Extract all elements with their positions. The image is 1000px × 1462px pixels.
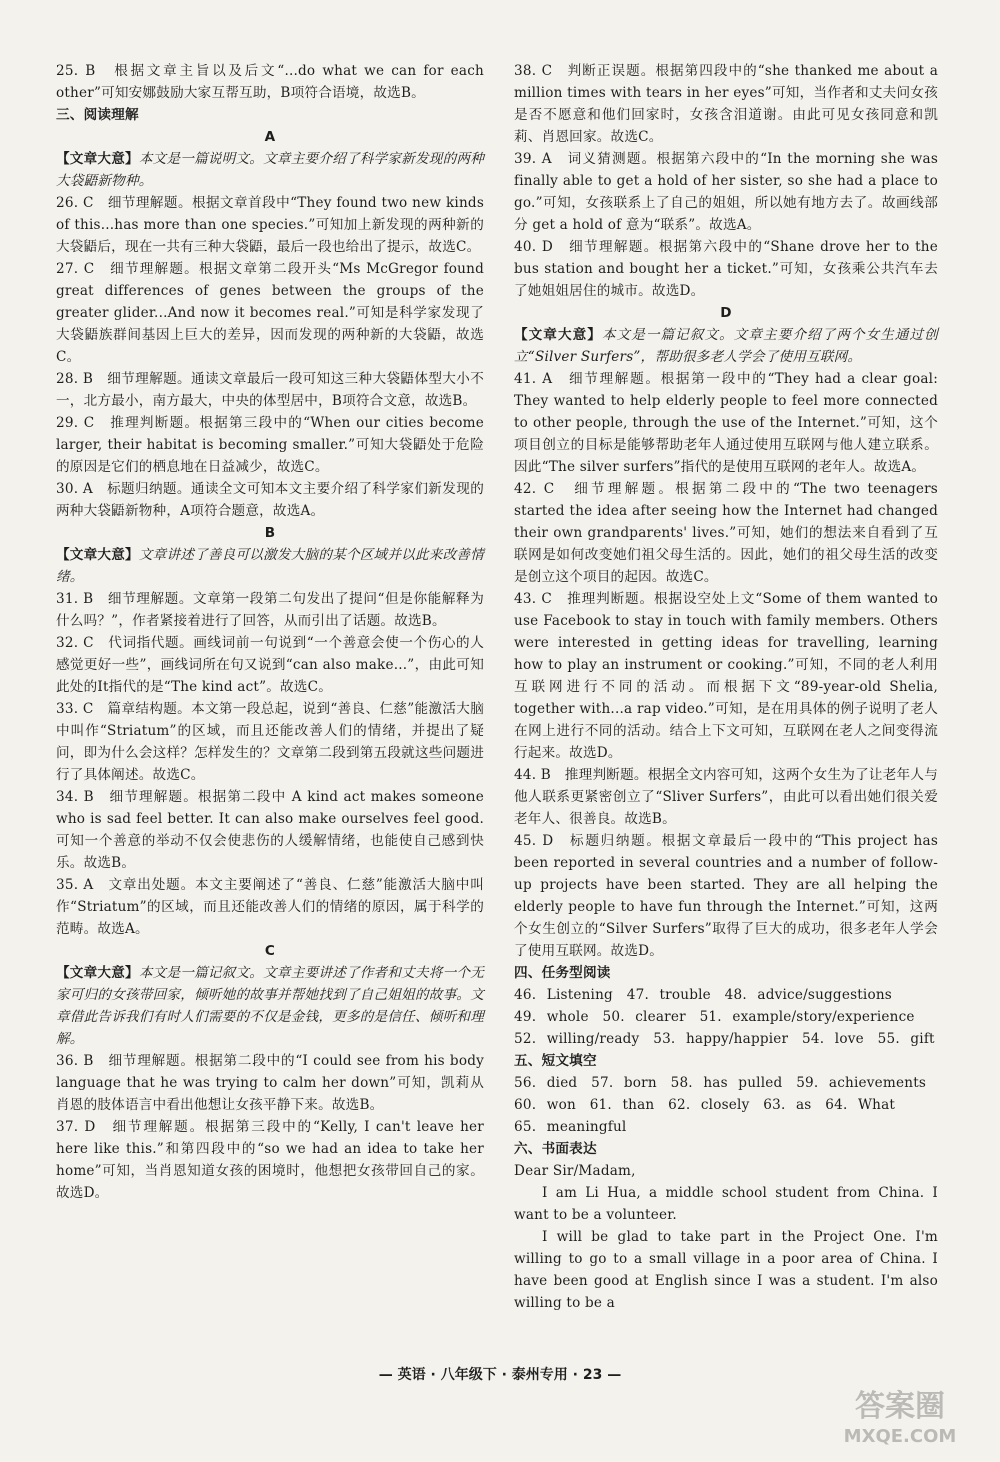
summary-text: 本文是一篇记叙文。文章主要讲述了作者和丈夫将一个无家可归的女孩带回家，倾听她的故事并帮她找到了自己姐姐的故事。文章借此告诉我们有时人们需要的不仅是金钱，更多的是信任、倾听和理解。 xyxy=(56,965,484,1047)
answer-paragraph: 33. C 篇章结构题。本文第一段总起，说到“善良、仁慈”能激活大脑中叫作“Striatum”的区域，而且还能改善人们的情绪，并提出了疑问，即为什么会这样？怎样发生的？文章第二段到第五段就这些问题进行了具体阐述。故选C。 xyxy=(56,701,484,783)
answer-line: 56. died 57. born 58. has pulled 59. achievements xyxy=(514,1075,927,1091)
answer-paragraph: 32. C 代词指代题。画线词前一句说到“一个善意会使一个伤心的人感觉更好一些”，画线词所在句又说到“can also make...”，由此可知此处的It指代的是“The kind act”。故选C。 xyxy=(56,635,484,695)
answer-line: 60. won 61. than 62. closely 63. as 64. What xyxy=(514,1097,896,1113)
answer-paragraph: 28. B 细节理解题。通读文章最后一段可知这三种大袋鼯体型大小不一，北方最小，南方最大，中央的体型居中，B项符合文意，故选B。 xyxy=(56,371,484,409)
answer-paragraph: 25. B 根据文章主旨以及后文“...do what we can for each other”可知安娜鼓励大家互帮互助，B项符合语境，故选B。 xyxy=(56,63,484,101)
summary-label: 【文章大意】 xyxy=(56,547,139,563)
article-summary xyxy=(56,962,484,1050)
answer-line: 46. Listening 47. trouble 48. advice/suggestions xyxy=(514,987,892,1003)
answer-paragraph: 37. D 细节理解题。根据第三段中的“Kelly, I can't leave her here like this.”和第四段中的“so we had an idea to take her home”可知，当肖恩知道女孩的困境时，他想把女孩带回自己的家。故选D。 xyxy=(56,1119,484,1201)
watermark-line1: 答案圈 xyxy=(855,1389,945,1424)
answer-paragraph: 26. C 细节理解题。根据文章首段中“They found two new kinds of this...has more than one species.”可知加上新发现的两种新的大袋鼯后，现在一共有三种大袋鼯，最后一段也给出了提示，故选C。 xyxy=(56,195,484,255)
answer-paragraph: 31. B 细节理解题。文章第一段第二句发出了提问“但是你能解释为什么吗？”，作者紧接着进行了回答，从而引出了话题。故选B。 xyxy=(56,591,484,629)
answer-paragraph: 29. C 推理判断题。根据第三段中的“When our cities become larger, their habitat is becoming smaller.”可知大袋鼯处于危险的原因是它们的栖息地在日益减少，故选C。 xyxy=(56,415,484,475)
summary-text: 本文是一篇记叙文。文章主要介绍了两个女生通过创立“Silver Surfers”，帮助很多老人学会了使用互联网。 xyxy=(514,327,938,365)
essay-paragraph: I am Li Hua, a middle school student from China. I want to be a volunteer. xyxy=(514,1185,938,1223)
answer-paragraph: Dear Sir/Madam, xyxy=(514,1163,636,1179)
page-footer: — 英语 · 八年级下 · 泰州专用 · 23 — xyxy=(378,1367,622,1383)
summary-label: 【文章大意】 xyxy=(514,327,602,343)
answer-line: 65. meaningful xyxy=(514,1119,627,1135)
summary-text: 本文是一篇说明文。文章主要介绍了科学家新发现的两种大袋鼯新物种。 xyxy=(56,151,484,189)
answer-paragraph: 39. A 词义猜测题。根据第六段中的“In the morning she was finally able to get a hold of her sister, so she had a place to go.”可知，女孩联系上了自己的姐姐，所以她有地方去了。故画线部分 get a hold of 意为“联系”。故选A。 xyxy=(514,151,938,233)
passage-heading: C xyxy=(264,943,276,959)
answer-paragraph: 43. C 推理判断题。根据设空处上文“Some of them wanted to use Facebook to stay in touch with family members. Others were interested in getting ideas for travelling, learning how to play an instrument or cooking.”可知，不同的老人利用互联网进行不同的活动。而根据下文“89-year-old Shelia, together with...a rap video.”可知，是在用具体的例子说明了老人在网上进行不同的活动。结合上下文可知，互联网在老人之间变得流行起来。故选D。 xyxy=(514,591,938,761)
article-summary xyxy=(514,324,938,368)
answer-paragraph: 41. A 细节理解题。根据第一段中的“They had a clear goal: They wanted to help elderly people to feel more connected to other people, through the use of the Internet.”可知，这个项目创立的目标是能够帮助老年人通过使用互联网与他人建立联系。因此“The silver surfers”指代的是使用互联网的老年人。故选A。 xyxy=(514,371,938,475)
passage-heading: D xyxy=(720,305,732,321)
answer-line: 52. willing/ready 53. happy/happier 54. love 55. gift xyxy=(514,1031,935,1047)
watermark-logo xyxy=(820,1380,980,1450)
essay-paragraph: I will be glad to take part in the Project One. I'm willing to go to a small village in a poor area of China. I have been good at English since I was a student. I'm also willing to be a xyxy=(514,1229,938,1311)
answer-paragraph: 42. C 细节理解题。根据第二段中的“The two teenagers started the idea after seeing how the Internet had changed their own grandparents' lives.”可知，她们的想法来自看到了互联网是如何改变她们祖父母生活的。因此，她们的祖父母生活的改变是创立这个项目的起因。故选C。 xyxy=(514,481,938,585)
answer-paragraph: 45. D 标题归纳题。根据文章最后一段中的“This project has been reported in several countries and a number of follow-up projects have been started. They are all helping the elderly people to have fun through the Internet.”可知，这两个女生创立的“Silver Surfers”取得了巨大的成功，很多老年人学会了使用互联网。故选D。 xyxy=(514,833,938,959)
article-summary xyxy=(56,148,484,192)
section-heading: 六、书面表达 xyxy=(514,1141,597,1157)
summary-text: 文章讲述了善良可以激发大脑的某个区域并以此来改善情绪。 xyxy=(56,547,484,585)
answer-paragraph: 35. A 文章出处题。本文主要阐述了“善良、仁慈”能激活大脑中叫作“Striatum”的区域，而且还能改善人们的情绪的原因，属于科学的范畴。故选A。 xyxy=(56,877,484,937)
answer-paragraph: 30. A 标题归纳题。通读全文可知本文主要介绍了科学家们新发现的两种大袋鼯新物种，A项符合题意，故选A。 xyxy=(56,481,484,519)
answer-paragraph: 40. D 细节理解题。根据第六段中的“Shane drove her to the bus station and bought her a ticket.”可知，女孩乘公共汽车去了她姐姐居住的城市。故选D。 xyxy=(514,239,938,299)
right-column xyxy=(514,60,938,1314)
answer-paragraph: 27. C 细节理解题。根据文章第二段开头“Ms McGregor found great differences of genes between the groups of the greater glider...And now it becomes real.”可知是科学家发现了大袋鼯族群间基因上巨大的差异，因而发现的两种新的大袋鼯，故选C。 xyxy=(56,261,484,365)
watermark-line2: MXQE.COM xyxy=(843,1426,957,1447)
answer-paragraph: 38. C 判断正误题。根据第四段中的“she thanked me about a million times with tears in her eyes”可知，当作者和丈夫问女孩是否不愿意和他们回家时，女孩含泪道谢。由此可见女孩同意和凯莉、肖恩回家。故选C。 xyxy=(514,63,938,145)
answer-paragraph: 36. B 细节理解题。根据第二段中的“I could see from his body language that he was trying to calm her down”可知，凯莉从肖恩的肢体语言中看出他想让女孩平静下来。故选B。 xyxy=(56,1053,484,1113)
section-heading: 五、短文填空 xyxy=(514,1053,597,1069)
answer-paragraph: 34. B 细节理解题。根据第二段中 A kind act makes someone who is sad feel better. It can also make ourselves feel good.可知一个善意的举动不仅会使悲伤的人缓解情绪，也能使自己感到快乐。故选B。 xyxy=(56,789,484,871)
summary-label: 【文章大意】 xyxy=(56,151,139,167)
left-column xyxy=(56,60,484,1204)
passage-heading: A xyxy=(264,129,276,145)
summary-label: 【文章大意】 xyxy=(56,965,139,981)
section-heading: 四、任务型阅读 xyxy=(514,965,611,981)
passage-heading: B xyxy=(264,525,276,541)
answer-paragraph: 44. B 推理判断题。根据全文内容可知，这两个女生为了让老年人与他人联系更紧密创立了“Sliver Surfers”，由此可以看出她们很关爱老年人、很善良。故选B。 xyxy=(514,767,938,827)
article-summary xyxy=(56,544,484,588)
answer-line: 49. whole 50. clearer 51. example/story/experience xyxy=(514,1009,915,1025)
section-heading: 三、阅读理解 xyxy=(56,107,139,123)
